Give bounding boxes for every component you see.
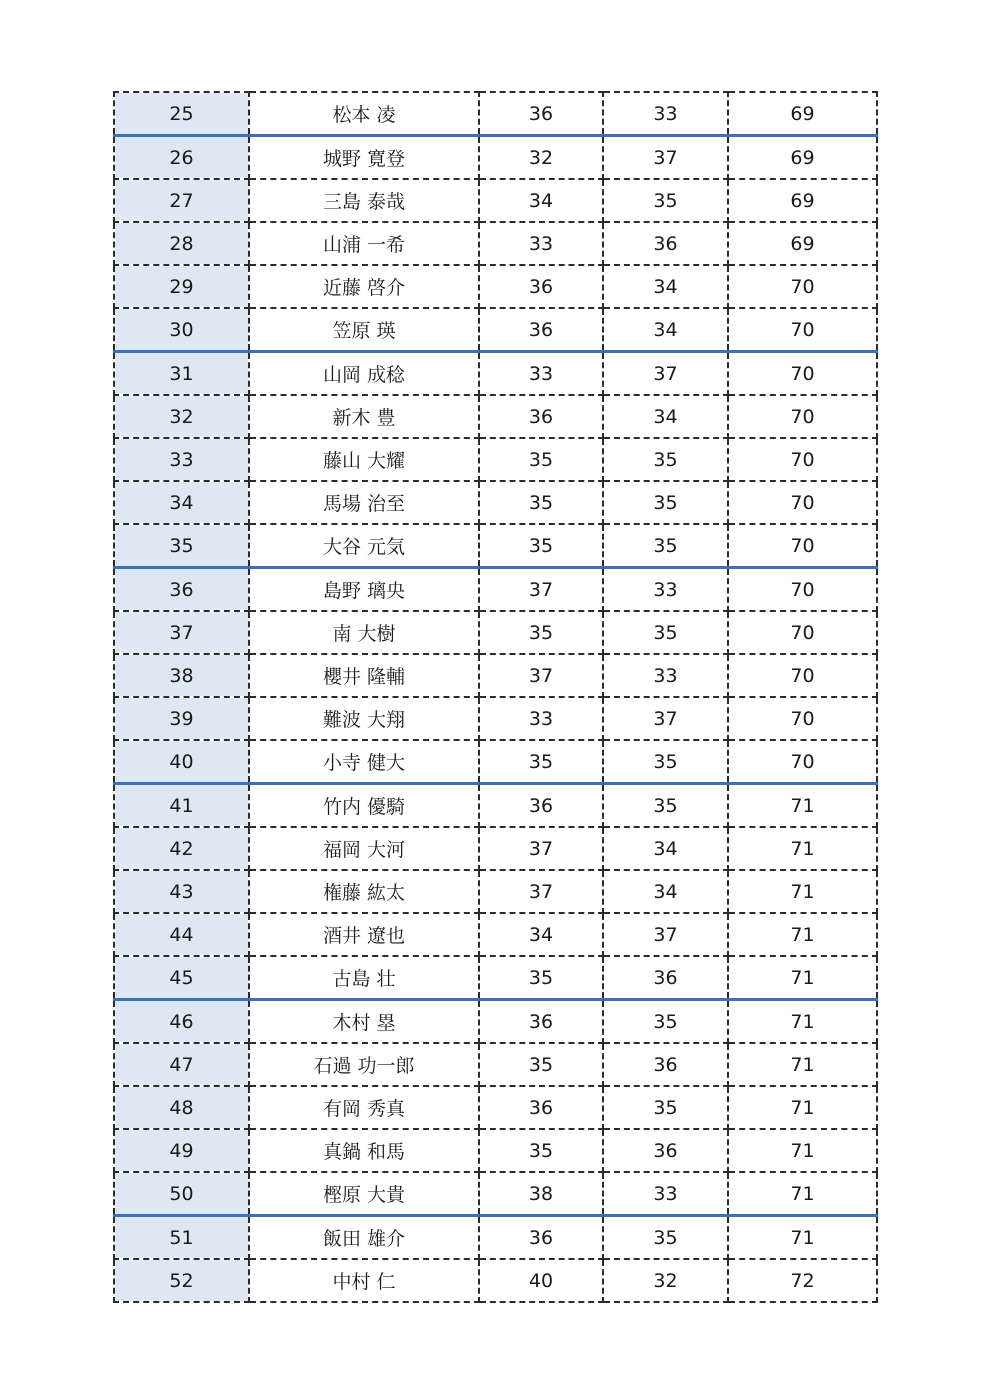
rank-cell: 27 [114, 179, 249, 222]
out-score-cell: 36 [479, 308, 603, 352]
table-row [114, 524, 877, 568]
rank-cell: 37 [114, 611, 249, 654]
out-score-cell: 37 [479, 654, 603, 697]
out-score-cell: 38 [479, 1172, 603, 1216]
rank-cell: 50 [114, 1172, 249, 1216]
in-score-cell: 32 [603, 1259, 728, 1302]
in-score-cell: 35 [603, 179, 728, 222]
rank-cell: 31 [114, 352, 249, 396]
rank-cell: 46 [114, 1000, 249, 1044]
in-score-cell: 35 [603, 1216, 728, 1260]
in-score-cell: 36 [603, 1043, 728, 1086]
in-score-cell: 34 [603, 395, 728, 438]
player-name-cell: 中村 仁 [249, 1259, 479, 1302]
table-row [114, 784, 877, 828]
table-row [114, 827, 877, 870]
out-score-cell: 35 [479, 740, 603, 784]
rank-cell: 32 [114, 395, 249, 438]
out-score-cell: 40 [479, 1259, 603, 1302]
out-score-cell: 36 [479, 1216, 603, 1260]
total-score-cell: 71 [728, 956, 877, 1000]
player-name-cell: 三島 泰哉 [249, 179, 479, 222]
rank-cell: 38 [114, 654, 249, 697]
total-score-cell: 69 [728, 222, 877, 265]
in-score-cell: 37 [603, 913, 728, 956]
table-row [114, 740, 877, 784]
out-score-cell: 36 [479, 1086, 603, 1129]
table-row [114, 611, 877, 654]
score-table [113, 91, 878, 1303]
player-name-cell: 島野 璃央 [249, 568, 479, 612]
total-score-cell: 71 [728, 1129, 877, 1172]
total-score-cell: 70 [728, 265, 877, 308]
player-name-cell: 櫻井 隆輔 [249, 654, 479, 697]
player-name-cell: 木村 塁 [249, 1000, 479, 1044]
in-score-cell: 34 [603, 870, 728, 913]
player-name-cell: 竹内 優騎 [249, 784, 479, 828]
table-row [114, 1043, 877, 1086]
player-name-cell: 山岡 成稔 [249, 352, 479, 396]
player-name-cell: 笠原 瑛 [249, 308, 479, 352]
rank-cell: 41 [114, 784, 249, 828]
in-score-cell: 35 [603, 438, 728, 481]
in-score-cell: 34 [603, 308, 728, 352]
total-score-cell: 71 [728, 1172, 877, 1216]
table-row [114, 481, 877, 524]
in-score-cell: 35 [603, 524, 728, 568]
player-name-cell: 有岡 秀真 [249, 1086, 479, 1129]
rank-cell: 34 [114, 481, 249, 524]
rank-cell: 47 [114, 1043, 249, 1086]
score-table-body [114, 92, 877, 1302]
rank-cell: 35 [114, 524, 249, 568]
rank-cell: 44 [114, 913, 249, 956]
in-score-cell: 37 [603, 352, 728, 396]
table-row [114, 1259, 877, 1302]
out-score-cell: 36 [479, 265, 603, 308]
out-score-cell: 34 [479, 179, 603, 222]
out-score-cell: 36 [479, 395, 603, 438]
rank-cell: 49 [114, 1129, 249, 1172]
out-score-cell: 35 [479, 1129, 603, 1172]
out-score-cell: 37 [479, 827, 603, 870]
out-score-cell: 36 [479, 1000, 603, 1044]
player-name-cell: 南 大樹 [249, 611, 479, 654]
total-score-cell: 70 [728, 740, 877, 784]
total-score-cell: 70 [728, 438, 877, 481]
table-row [114, 697, 877, 740]
in-score-cell: 33 [603, 654, 728, 697]
total-score-cell: 70 [728, 308, 877, 352]
table-row [114, 568, 877, 612]
table-row [114, 438, 877, 481]
player-name-cell: 山浦 一希 [249, 222, 479, 265]
table-row [114, 654, 877, 697]
in-score-cell: 36 [603, 956, 728, 1000]
player-name-cell: 酒井 遼也 [249, 913, 479, 956]
total-score-cell: 70 [728, 568, 877, 612]
rank-cell: 29 [114, 265, 249, 308]
in-score-cell: 35 [603, 1086, 728, 1129]
out-score-cell: 33 [479, 697, 603, 740]
rank-cell: 36 [114, 568, 249, 612]
out-score-cell: 35 [479, 481, 603, 524]
out-score-cell: 35 [479, 956, 603, 1000]
in-score-cell: 36 [603, 1129, 728, 1172]
rank-cell: 28 [114, 222, 249, 265]
out-score-cell: 32 [479, 136, 603, 180]
in-score-cell: 36 [603, 222, 728, 265]
table-row [114, 1216, 877, 1260]
in-score-cell: 34 [603, 827, 728, 870]
rank-cell: 25 [114, 92, 249, 136]
player-name-cell: 城野 寛登 [249, 136, 479, 180]
total-score-cell: 69 [728, 136, 877, 180]
in-score-cell: 37 [603, 697, 728, 740]
in-score-cell: 35 [603, 784, 728, 828]
in-score-cell: 37 [603, 136, 728, 180]
table-row [114, 136, 877, 180]
out-score-cell: 35 [479, 524, 603, 568]
in-score-cell: 35 [603, 481, 728, 524]
total-score-cell: 71 [728, 1216, 877, 1260]
total-score-cell: 70 [728, 481, 877, 524]
table-row [114, 395, 877, 438]
player-name-cell: 松本 凌 [249, 92, 479, 136]
player-name-cell: 飯田 雄介 [249, 1216, 479, 1260]
total-score-cell: 71 [728, 827, 877, 870]
table-row [114, 1129, 877, 1172]
player-name-cell: 小寺 健大 [249, 740, 479, 784]
in-score-cell: 33 [603, 92, 728, 136]
rank-cell: 48 [114, 1086, 249, 1129]
rank-cell: 43 [114, 870, 249, 913]
total-score-cell: 71 [728, 784, 877, 828]
table-row [114, 1172, 877, 1216]
out-score-cell: 33 [479, 222, 603, 265]
rank-cell: 30 [114, 308, 249, 352]
out-score-cell: 37 [479, 870, 603, 913]
out-score-cell: 37 [479, 568, 603, 612]
player-name-cell: 福岡 大河 [249, 827, 479, 870]
total-score-cell: 69 [728, 179, 877, 222]
total-score-cell: 70 [728, 395, 877, 438]
total-score-cell: 70 [728, 524, 877, 568]
player-name-cell: 大谷 元気 [249, 524, 479, 568]
player-name-cell: 新木 豊 [249, 395, 479, 438]
rank-cell: 45 [114, 956, 249, 1000]
rank-cell: 39 [114, 697, 249, 740]
rank-cell: 33 [114, 438, 249, 481]
rank-cell: 51 [114, 1216, 249, 1260]
total-score-cell: 70 [728, 352, 877, 396]
total-score-cell: 71 [728, 913, 877, 956]
rank-cell: 40 [114, 740, 249, 784]
total-score-cell: 71 [728, 870, 877, 913]
in-score-cell: 33 [603, 1172, 728, 1216]
total-score-cell: 69 [728, 92, 877, 136]
table-row [114, 92, 877, 136]
table-row [114, 956, 877, 1000]
rank-cell: 42 [114, 827, 249, 870]
table-row [114, 1086, 877, 1129]
out-score-cell: 35 [479, 438, 603, 481]
in-score-cell: 35 [603, 611, 728, 654]
in-score-cell: 35 [603, 1000, 728, 1044]
total-score-cell: 70 [728, 654, 877, 697]
player-name-cell: 藤山 大耀 [249, 438, 479, 481]
table-row [114, 179, 877, 222]
player-name-cell: 権藤 紘太 [249, 870, 479, 913]
in-score-cell: 35 [603, 740, 728, 784]
table-row [114, 308, 877, 352]
player-name-cell: 近藤 啓介 [249, 265, 479, 308]
out-score-cell: 35 [479, 1043, 603, 1086]
player-name-cell: 樫原 大貴 [249, 1172, 479, 1216]
out-score-cell: 35 [479, 611, 603, 654]
table-row [114, 870, 877, 913]
total-score-cell: 71 [728, 1000, 877, 1044]
player-name-cell: 石過 功一郎 [249, 1043, 479, 1086]
total-score-cell: 71 [728, 1086, 877, 1129]
total-score-cell: 72 [728, 1259, 877, 1302]
table-row [114, 913, 877, 956]
player-name-cell: 古島 壮 [249, 956, 479, 1000]
table-row [114, 265, 877, 308]
table-row [114, 222, 877, 265]
out-score-cell: 34 [479, 913, 603, 956]
out-score-cell: 36 [479, 784, 603, 828]
player-name-cell: 真鍋 和馬 [249, 1129, 479, 1172]
table-row [114, 1000, 877, 1044]
player-name-cell: 難波 大翔 [249, 697, 479, 740]
total-score-cell: 70 [728, 697, 877, 740]
in-score-cell: 33 [603, 568, 728, 612]
rank-cell: 52 [114, 1259, 249, 1302]
player-name-cell: 馬場 治至 [249, 481, 479, 524]
out-score-cell: 36 [479, 92, 603, 136]
out-score-cell: 33 [479, 352, 603, 396]
in-score-cell: 34 [603, 265, 728, 308]
table-row [114, 352, 877, 396]
total-score-cell: 70 [728, 611, 877, 654]
rank-cell: 26 [114, 136, 249, 180]
total-score-cell: 71 [728, 1043, 877, 1086]
